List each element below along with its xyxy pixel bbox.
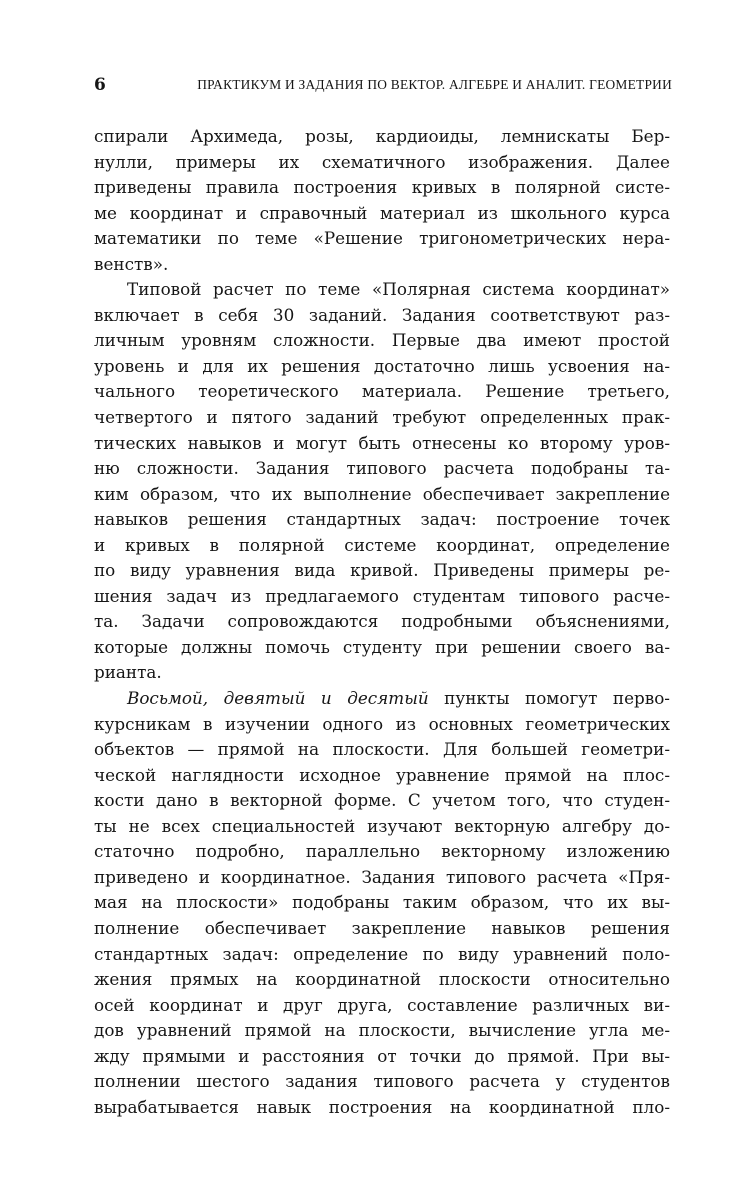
text-line: по виду уравнения вида кривой. Приведены примеры ре- (94, 560, 670, 581)
text-line: тических навыков и могут быть отнесены ко второму уров- (94, 432, 670, 453)
text-line: шения задач из предлагаемого студентам типового расче- (94, 585, 670, 606)
text-line: рианта. (94, 662, 162, 683)
paragraph-1 (94, 124, 670, 277)
text-line (94, 686, 670, 712)
text-line: осей координат и друг друга, составление различных ви- (94, 994, 670, 1015)
text-line: стандартных задач: определение по виду уравнений поло- (94, 943, 670, 964)
paragraph-3 (94, 686, 670, 1120)
text-line: ню сложности. Задания типового расчета подобраны та- (94, 458, 670, 479)
text-line: кости дано в векторной форме. С учетом того, что студен- (94, 790, 670, 811)
page-number: 6 (94, 75, 106, 95)
text-line: ме координат и справочный материал из школьного курса (94, 202, 670, 223)
text-line: Типовой расчет по теме «Полярная система координат» (127, 279, 670, 300)
text-line: ты не всех специальностей изучают векторную алгебру до- (94, 815, 670, 836)
text-line: дов уравнений прямой на плоскости, вычисление угла ме- (94, 1020, 670, 1041)
text-line: нулли, примеры их схематичного изображения. Далее (94, 151, 670, 172)
text-line: объектов — прямой на плоскости. Для большей геометри- (94, 739, 670, 760)
text-line: венств». (94, 253, 169, 274)
running-title: ПРАКТИКУМ И ЗАДАНИЯ ПО ВЕКТОР. АЛГЕБРЕ И АНАЛИТ. ГЕОМЕТРИИ (197, 77, 672, 92)
text-line: полнение обеспечивает закрепление навыков решения (94, 917, 670, 938)
text-line: уровень и для их решения достаточно лишь усвоения на- (94, 355, 670, 376)
text-line: ким образом, что их выполнение обеспечивает закрепление (94, 483, 670, 504)
paragraph-2 (94, 277, 670, 686)
text-line: жду прямыми и расстояния от точки до прямой. При вы- (94, 1045, 670, 1066)
text-line: спирали Архимеда, розы, кардиоиды, лемнискаты Бер- (94, 126, 670, 146)
text-line: статочно подробно, параллельно векторному изложению (94, 841, 670, 862)
text-line: полнении шестого задания типового расчета у студентов (94, 1071, 670, 1092)
body-text (94, 124, 670, 1120)
text-line: и кривых в полярной системе координат, определение (94, 534, 670, 555)
text-line: чального теоретического материала. Решение третьего, (94, 381, 670, 402)
text-line: мая на плоскости» подобраны таким образом, что их вы- (94, 892, 670, 913)
text-span: пункты помогут перво- (428, 688, 670, 709)
text-line: ческой наглядности исходное уравнение прямой на плос- (94, 764, 670, 785)
italic-phrase: Восьмой, девятый и десятый (127, 688, 429, 709)
text-line: приведены правила построения кривых в полярной систе- (94, 177, 670, 198)
text-line: которые должны помочь студенту при решении своего ва- (94, 636, 670, 657)
text-line: вырабатывается навык построения на координатной пло- (94, 1096, 670, 1117)
text-line: приведено и координатное. Задания типового расчета «Пря- (94, 866, 670, 887)
text-line: четвертого и пятого заданий требуют определенных прак- (94, 407, 670, 428)
text-line: математики по теме «Решение тригонометрических нера- (94, 228, 670, 249)
text-line: включает в себя 30 заданий. Задания соответствуют раз- (94, 304, 670, 325)
text-line: курсникам в изучении одного из основных геометрических (94, 713, 670, 734)
text-line: личным уровням сложности. Первые два имеют простой (94, 330, 670, 351)
text-line: навыков решения стандартных задач: построение точек (94, 509, 670, 530)
page-header (94, 73, 684, 97)
text-line: та. Задачи сопровождаются подробными объяснениями, (94, 611, 670, 632)
text-line: жения прямых на координатной плоскости относительно (94, 969, 670, 990)
